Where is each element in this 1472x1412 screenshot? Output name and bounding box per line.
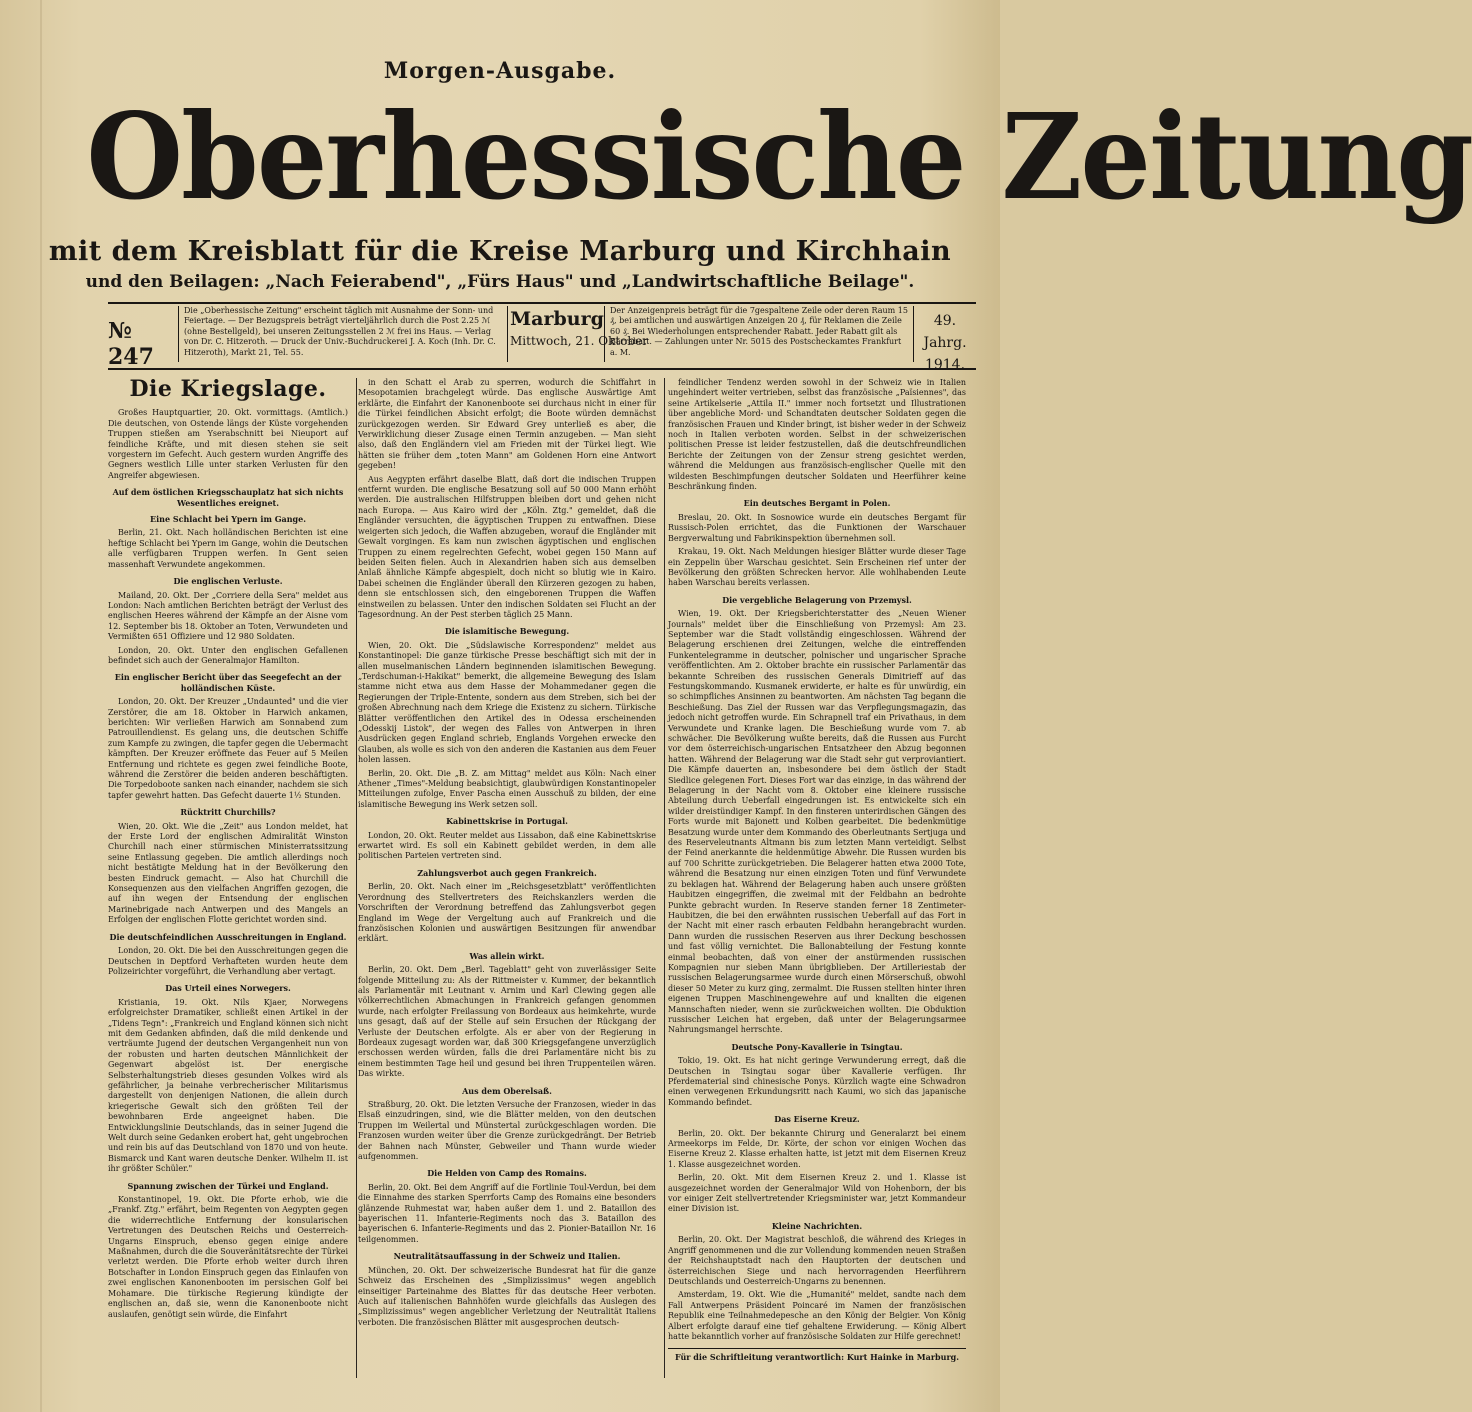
article-paragraph: Konstantinopel, 19. Okt. Die Pforte erhob, wie die „Frankf. Ztg." erfährt, beim Regenten von Aegypten gegen die widerrechtliche Entfernung der konsularischen Vertretungen des Deutschen Reichs und Oesterreich-Ungarns Einspruch, ebenso gegen einige andere Maßnahmen, durch die die Souveränitätsrechte der Türkei verletzt werden. Die Pforte erhob weiter durch ihren Botschafter in London Einspruch gegen das Einlaufen von zwei englischen Kanonenbooten im persischen Golf bei Mohamare. Die türkische Regierung kündigte der englischen an, daß sie, wenn die Kanonenboote nicht auslaufen, genötigt sein würde, die Einfahrt (108, 1195, 348, 1319)
year: 1914. (924, 357, 966, 373)
article-paragraph: Aus Aegypten erfährt daselbe Blatt, daß dort die indischen Truppen entfernt wurden. Die englische Besatzung soll auf 50 000 Mann erhöht werden. Die australischen Hilfstruppen bleiben dort und gehen nicht nach Europa. — Aus Kairo wird der „Köln. Ztg." gemeldet, daß die Engländer versuchten, die ägyptischen Truppen zu entwaffnen. Diese weigerten sich jedoch, die Waffen abzugeben, worauf die Engländer mit Gewalt vorgingen. Es kam nun zwischen ägyptischen und englischen Truppen zu einem regelrechten Gefecht, wobei gegen 150 Mann auf beiden Seiten fielen. Auch in Alexandrien haben sich aus demselben Anlaß ähnliche Kämpfe abgespielt, doch nicht so blutig wie in Kairo. Dabei scheinen die Engländer überall den Kürzeren gezogen zu haben, denn sie entschlossen sich, den eingeborenen Truppen die Waffen einstweilen zu belassen. Unter den indischen Soldaten sei Flucht an der Tagesordnung. An der Pest sterben täglich 25 Mann. (358, 474, 656, 619)
page-fold (40, 0, 42, 1412)
article-paragraph: Großes Hauptquartier, 20. Okt. vormittags. (Amtlich.) Die deutschen, von Ostende längs der Küste vorgehenden Truppen stießen am Yserabschnitt bei Nieuport auf feindliche Kräfte, und mit diesen stehen sie seit vorgestern im Gefecht. Auch gestern wurden Angriffe des Gegners westlich Lille unter starken Verlusten für den Angreifer abgewiesen. (108, 408, 348, 480)
article-heading: Die englischen Verluste. (173, 576, 283, 587)
article-paragraph: Wien, 20. Okt. Die „Südslawische Korrespondenz" meldet aus Konstantinopel: Die ganze türkische Presse beschäftigt sich mit der in allen muselmanischen Ländern beginnenden islamitischen Bewegung. „Terdschuman-i-Hakikat" bemerkt, die allgemeine Bewegung des Islam stamme nicht etwa aus dem Hasse der Mohammedaner gegen die Regierungen der Triple-Entente, sondern aus dem Streben, sich bei der großen Abrechnung nach dem Kriege die Existenz zu sichern. Türkische Blätter veröffentlichen den Artikel des in Odessa erscheinenden „Odesskij Listok", der wegen des Falles von Antwerpen in ihren Ausdrücken gegen England schrieb, Englands Vorgehen erwecke den Glauben, als wolle es sich von den anderen die Kastanien aus dem Feuer holen lassen. (358, 640, 656, 765)
place-name: Marburg (510, 308, 604, 330)
article-heading: Die deutschfeindlichen Ausschreitungen in England. (109, 931, 347, 942)
article-paragraph: Wien, 20. Okt. Wie die „Zeit" aus London meldet, hat der Erste Lord der englischen Admiralität Winston Churchill nach einer stürmischen Ministerratssitzung seine Entlassung gegeben. Die amtlich allerdings noch nicht bestätigte Meldung hat in der Bevölkerung den besten Eindruck gemacht. — Also hat Churchill die Konsequenzen aus den vielfachen Angriffen gezogen, die auf ihn wegen der Entsendung der englischen Marinebrigade nach Antwerpen und des Mangels an Erfolgen der englischen Flotte gerichtet worden sind. (108, 821, 348, 925)
article-paragraph: Straßburg, 20. Okt. Die letzten Versuche der Franzosen, wieder in das Elsaß einzudringen, sind, wie die Blätter melden, von den deutschen Truppen im Weilertal und Münstertal zurückgeschlagen worden. Die Franzosen wurden weiter über die Grenze zurückgedrängt. Der Betrieb der Bahnen nach Münster, Gebweiler und Thann wurde wieder aufgenommen. (358, 1100, 656, 1162)
article-heading: Ein deutsches Bergamt in Polen. (743, 498, 891, 509)
masthead-bar (108, 304, 976, 373)
article-paragraph: Mailand, 20. Okt. Der „Corriere della Sera" meldet aus London: Nach amtlichen Berichten beträgt der Verlust des englischen Heeres während der Kämpfe an der Aisne vom 12. September bis 18. Oktober an Toten, Verwundeten und Vermißten 651 Offiziere und 12 980 Soldaten. (108, 590, 348, 642)
article-paragraph: Berlin, 20. Okt. Mit dem Eisernen Kreuz 2. und 1. Klasse ist ausgezeichnet worden der Generalmajor Wild von Hohenborn, der bis vor einiger Zeit stellvertretender Kriegsminister war, jetzt Kommandeur einer Division ist. (668, 1173, 966, 1214)
article-heading: Ein englischer Bericht über das Seegefecht an der holländischen Küste. (114, 672, 342, 693)
masthead-bottom-rule (108, 368, 976, 370)
volume: 49. Jahrg. (923, 313, 967, 351)
article-paragraph: Krakau, 19. Okt. Nach Meldungen hiesiger Blätter wurde dieser Tage ein Zeppelin über Warschau gesichtet. Sein Erscheinen rief unter der Bevölkerung den größten Schrecken hervor. Alle wohlhabenden Leute haben Warschau bereits verlassen. (668, 547, 966, 588)
article-paragraph: London, 20. Okt. Unter den englischen Gefallenen befindet sich auch der Generalmajor Hamilton. (108, 645, 348, 665)
article-heading: Aus dem Oberelsaß. (462, 1085, 552, 1096)
column-1 (108, 378, 357, 1378)
article-heading: Rücktritt Churchills? (180, 807, 276, 818)
editor-responsibility-line: Für die Schriftleitung verantwortlich: Kurt Hainke in Marburg. (668, 1348, 966, 1362)
article-paragraph: Berlin, 21. Okt. Nach holländischen Berichten ist eine heftige Schlacht bei Ypern im Gange, wohin die Deutschen alle verfügbaren Truppen werfen. In Gent seien massenhaft Verwundete angekommen. (108, 528, 348, 569)
article-paragraph: Tokio, 19. Okt. Es hat nicht geringe Verwunderung erregt, daß die Deutschen in Tsingtau sogar über Kavallerie verfügen. Ihr Pferdematerial sind chinesische Ponys. Kürzlich wagte eine Schwadron einen verwegenen Erkundungsritt nach Kaumi, wo sich das japanische Kommando befindet. (668, 1056, 966, 1107)
edition-label: Morgen-Ausgabe. (383, 58, 617, 84)
article-paragraph: London, 20. Okt. Reuter meldet aus Lissabon, daß eine Kabinettskrise erwartet wird. Es soll ein Kabinett gebildet werden, in dem alle politischen Parteien vertreten sind. (358, 830, 656, 861)
article-heading: Die vergebliche Belagerung von Przemysl. (722, 594, 912, 605)
issue-date: Mittwoch, 21. Oktober (510, 334, 648, 348)
issue-number: № 247 (108, 318, 154, 370)
article-heading: Eine Schlacht bei Ypern im Gange. (150, 514, 306, 525)
article-heading: Auf dem östlichen Kriegsschauplatz hat sich nichts Wesentliches ereignet. (112, 487, 344, 508)
place-date-box (510, 308, 648, 348)
article-heading: Spannung zwischen der Türkei und England. (127, 1180, 329, 1191)
column-2 (358, 378, 665, 1378)
article-paragraph: in den Schatt el Arab zu sperren, wodurch die Schiffahrt in Mesopotamien brachgelegt würde. Das englische Auswärtige Amt erklärte, die Einfahrt der Kanonenboote sei durchaus nicht in einer für die Türkei feindlichen Absicht erfolgt; die Boote würden demnächst zurückgezogen werden. Sir Edward Grey unterließ es aber, die Verwirklichung dieser Zusage einen Termin anzugeben. — Man sieht also, daß den Engländern viel am Frieden mit der Türkei liegt. Wie hätten sie früher dem „toten Mann" am Goldenen Horn eine Antwort gegeben! (358, 378, 656, 471)
article-heading: Kabinettskrise in Portugal. (446, 816, 568, 827)
article-paragraph: Wien, 19. Okt. Der Kriegsberichterstatter des „Neuen Wiener Journals" meldet über die Einschließung von Przemysl: Am 23. September war die Stadt vollständig eingeschlossen. Während der Belagerung erschienen drei Zeitungen, welche die eintreffenden Funkentelegramme in deutscher, polnischer und ungarischer Sprache veröffentlichten. Am 2. Oktober brachte ein russischer Parlamentär das bekannte Schreiben des russischen Generals Dimitrieff auf das Festungskommando. Kusmanek erwiderte, er halte es für unwürdig, ein so schimpfliches Ansinnen zu beantworten. Am nächsten Tag begann die Beschießung. Das Ziel der Russen war das Verpflegungsmagazin, das jedoch nicht getroffen wurde. Ein Schrapnell traf ein Privathaus, in dem Verwundete und Kranke lagen. Die Beschießung wurde vom 7. ab schwächer. Die Bevölkerung wußte bereits, daß die Russen aus Furcht vor dem österreichisch-ungarischen Entsatzheer den Abzug begonnen hatten. Während der Belagerung war die Stadt sehr gut verproviantiert. Die Kämpfe dauerten an, insbesondere bei dem östlich der Stadt Siedlice gelegenen Fort. Dieses Fort war das einzige, in das während der Belagerung in der Nacht vom 8. Oktober eine kleinere russische Abteilung durch Ueberfall eingedrungen ist. Es entwickelte sich ein wilder dreistündiger Kampf. In den finsteren unterirdischen Gängen des Forts wurde mit Bajonett und Kolben gearbeitet. Die bedenkmütige Besatzung wurde unter dem Kommando des Oberleutnants Sertjuga und des Reserveleutnants Altmann bis zum letzten Mann verteidigt. Selbst der Feind anerkannte die heldenmütige Abwehr. Die Russen wurden bis auf 700 Schritte zurückgetrieben. Die Belagerer hatten etwa 2000 Tote, während die Besatzung nur einen einzigen Toten und fünf Verwundete zu beklagen hat. Während der Belagerung haben auch unsere größten Haubitzen eingegriffen, die zweimal mit der Feldbahn an bedrohte Punkte gebracht wurden. In Reserve standen ferner 18 Zentimeter-Haubitzen, die bei den erwähnten russischen Ueberfall auf das Fort in der Nacht mit einer rasch erbauten Feldbahn herangebracht wurden. Dann wurden die russischen Reserven aus ihrer Deckung beschossen und fast völlig vernichtet. Die Ballonabteilung der Festung konnte einmal beobachten, daß von einer der anstürmenden russischen Kompagnien nur sieben Mann übrigblieben. Der Artilleriestab der russischen Belagerungsarmee wurde durch einen Mörserschuß, obwohl dieser 50 Meter zu kurz ging, zermalmt. Die Russen stellten hinter ihren eigenen Truppen Maschinengewehre auf und knallten die eigenen Mannschaften nieder, wenn sie zurückweichen wollten. Die Obduktion russischer Leichen hat ergeben, daß unter der Belagerungsarmee Nahrungsmangel herrschte. (668, 609, 966, 1035)
article-paragraph: Berlin, 20. Okt. Bei dem Angriff auf die Fortlinie Toul-Verdun, bei dem die Einnahme des starken Sperrforts Camp des Romains eine besonders glänzende Ruhmestat war, haben außer dem 1. und 2. Bataillon des bayerischen 11. Infanterie-Regiments noch das 3. Bataillon des bayerischen 6. Infanterie-Regiments und das 2. Pionier-Bataillon Nr. 16 teilgenommen. (358, 1182, 656, 1244)
article-paragraph: Breslau, 20. Okt. In Sosnowice wurde ein deutsches Bergamt für Russisch-Polen errichtet, das die Funktionen der Warschauer Bergverwaltung und Fabrikinspektion übernehmen soll. (668, 512, 966, 543)
volume-year (914, 310, 976, 376)
article-heading: Die Helden von Camp des Romains. (427, 1168, 587, 1179)
article-paragraph: Berlin, 20. Okt. Die „B. Z. am Mittag" meldet aus Köln: Nach einer Athener „Times"-Meldung beabsichtigt, glaubwürdigen Konstantinopeler Mitteilungen zufolge, Enver Pascha einen Ausschuß zu bilden, der eine islamitische Bewegung ins Werk setzen soll. (358, 768, 656, 809)
newspaper-title: Oberhessische Zeitung (86, 87, 1472, 226)
article-paragraph: feindlicher Tendenz werden sowohl in der Schweiz wie in Italien ungehindert weiter vertrieben, selbst das französische „Païsiennes", das seine Artikelserie „Attila II." immer noch fortsetzt und Illustrationen über angebliche Mord- und Schandtaten deutscher Soldaten gegen die französischen Frauen und Kinder bringt, ist bisher weder in der Schweiz noch in Italien verboten worden. Selbst in der schweizerischen politischen Presse ist leider festzustellen, daß die deutschfreundlichen Berichte der Zeitungen von der Zensur streng gesichtet werden, während die Meldungen aus französisch-englischer Quelle mit den wildesten Beschimpfungen deutscher Soldaten und Heerführer keine Beschränkung finden. (668, 378, 966, 492)
article-heading: Zahlungsverbot auch gegen Frankreich. (417, 867, 597, 878)
article-paragraph: Berlin, 20. Okt. Der Magistrat beschloß, die während des Krieges in Angriff genommenen und die zur Vollendung kommenden neuen Straßen der Reichshauptstadt nach den Hauptorten der deutschen und österreichischen Siege und nach hervorragenden Heerführern Deutschlands und Oesterreich-Ungarns zu benennen. (668, 1235, 966, 1286)
supplements-line: und den Beilagen: „Nach Feierabend", „Fürs Haus" und „Landwirtschaftliche Beilage". (85, 272, 915, 292)
article-heading: Das Urteil eines Norwegers. (165, 983, 291, 994)
article-paragraph: London, 20. Okt. Die bei den Ausschreitungen gegen die Deutschen in Deptford Verhafteten wurden heute dem Polizeirichter vorgeführt, die Verhandlung aber vertagt. (108, 946, 348, 976)
article-heading: Das Eiserne Kreuz. (774, 1114, 860, 1125)
article-paragraph: Berlin, 20. Okt. Nach einer im „Reichsgesetzblatt" veröffentlichten Verordnung des Stellvertreters des Reichskanzlers werden die Vorschriften der Verordnung betreffend das Zahlungsverbot gegen England im Wege der Vergeltung auch auf Frankreich und die französischen Kolonien und auswärtigen Besitzungen für anwendbar erklärt. (358, 882, 656, 944)
article-paragraph: Kristiania, 19. Okt. Nils Kjaer, Norwegens erfolgreichster Dramatiker, schließt einen Artikel in der „Tidens Tegn": „Frankreich und England können sich nicht mit dem Gedanken abfinden, daß die mild denkende und verträumte Jugend der deutschen Vergangenheit nun von der robusten und harten deutschen Männlichkeit der Gegenwart abgelöst ist. Der energische Selbsterhaltungstrieb dieses gesunden Volkes wird als gefährlicher, ja beinahe verbrecherischer Militarismus dargestellt von denjenigen Nationen, die allein durch kriegerische Gewalt sich den größten Teil der bewohnbaren Erde angeeignet haben. Die Entwicklungslinie Deutschlands, das in seiner Jugend die Welt durch seine Gedanken erobert hat, geht ungebrochen und rein bis auf das Deutschland von 1870 und von heute. Bismarck und Kant waren deutsche Denker. Wilhelm II. ist ihr größter Schüler." (108, 997, 348, 1174)
subscription-notice: Die „Oberhessische Zeitung" erscheint täglich mit Ausnahme der Sonn- und Feiertage. — Der Bezugspreis beträgt vierteljährlich durch die Post 2.25 ℳ (ohne Bestellgeld), bei unseren Zeitungsstellen 2 ℳ frei ins Haus. — Verlag von Dr. C. Hitzeroth. — Druck der Univ.-Buchdruckerei J. A. Koch (Inh. Dr. C. Hitzeroth), Markt 21, Tel. 55. (178, 306, 508, 362)
article-paragraph: München, 20. Okt. Der schweizerische Bundesrat hat für die ganze Schweiz das Erscheinen des „Simplizissimus" wegen angeblich einseitiger Parteinahme des Blattes für das deutsche Heer verboten. Auch auf italienischen Bahnhöfen wurde gleichfalls das Auslegen des „Simplizissimus" wegen angeblicher Verletzung der Neutralität Italiens verboten. Die französischen Blätter mit ausgesprochen deutsch- (358, 1265, 656, 1327)
article-heading: Was allein wirkt. (469, 950, 545, 961)
article-paragraph: Berlin, 20. Okt. Der bekannte Chirurg und Generalarzt bei einem Armeekorps im Felde, Dr. Körte, der schon vor einigen Wochen das Eiserne Kreuz 2. Klasse erhalten hatte, ist jetzt mit dem Eisernen Kreuz 1. Klasse ausgezeichnet worden. (668, 1128, 966, 1169)
column-3 (668, 378, 966, 1378)
article-paragraph: Amsterdam, 19. Okt. Wie die „Humanité" meldet, sandte nach dem Fall Antwerpens Präsident Poincaré im Namen der französischen Republik eine Teilnahmedepesche an den König der Belgier. Von König Albert erfolgte darauf eine tief gehaltene Erwiderung. — König Albert hatte bekanntlich vorher auf französische Soldaten zur Hilfe gerechnet! (668, 1290, 966, 1341)
newspaper-subtitle: mit dem Kreisblatt für die Kreise Marburg und Kirchhain (48, 236, 952, 267)
article-heading: Neutralitätsauffassung in der Schweiz und Italien. (393, 1251, 621, 1262)
article-heading: Deutsche Pony-Kavallerie in Tsingtau. (731, 1041, 903, 1052)
advertising-notice: Der Anzeigenpreis beträgt für die 7gespaltene Zeile oder deren Raum 15 ₰, bei amtlichen und auswärtigen Anzeigen 20 ₰, für Reklamen die Zeile 60 ₰. Bei Wiederholungen entsprechender Rabatt. Jeder Rabatt gilt als Barrabatt. — Zahlungen unter Nr. 5015 des Postscheckamtes Frankfurt a. M. (604, 306, 914, 362)
article-heading: Kleine Nachrichten. (771, 1220, 863, 1231)
article-paragraph: Berlin, 20. Okt. Dem „Berl. Tageblatt" geht von zuverlässiger Seite folgende Mitteilung zu: Als der Rittmeister v. Kummer, der bekanntlich als Parlamentär mit Leutnant v. Arnim und Karl Clewing gegen alle völkerrechtlichen Abmachungen in Frankreich gefangen genommen wurde, nach erfolgter Freilassung von Bordeaux aus heimkehrte, wurde uns gesagt, daß auf der Stelle auf sein Ersuchen der Rückgang der Verluste der Deutschen erfolgte. Als er aber von der Regierung in Bordeaux zugesagt worden war, daß 300 Kriegsgefangene unverzüglich erschossen werden würden, falls die drei Parlamentäre nicht bis zu einem bestimmten Tage heil und gesund bei ihren Truppenteilen wären. Das wirkte. (358, 965, 656, 1079)
article-paragraph: London, 20. Okt. Der Kreuzer „Undaunted" und die vier Zerstörer, die am 18. Oktober in Harwich ankamen, berichten: Wir verließen Harwich am Sonnabend zum Patrouillendienst. Es gelang uns, die deutschen Schiffe zum Kampfe zu zwingen, die tapfer gegen die Uebermacht kämpften. Der Kreuzer eröffnete das Feuer auf 5 Meilen Entfernung und richtete es gegen zwei feindliche Boote, während die Zerstörer die beiden anderen beschäftigten. Die Torpedoboote sanken nach einander, nachdem sie sich tapfer gewehrt hatten. Das Gefecht dauerte 1½ Stunden. (108, 697, 348, 800)
lead-heading: Die Kriegslage. (129, 376, 327, 402)
article-heading: Die islamitische Bewegung. (444, 626, 570, 637)
